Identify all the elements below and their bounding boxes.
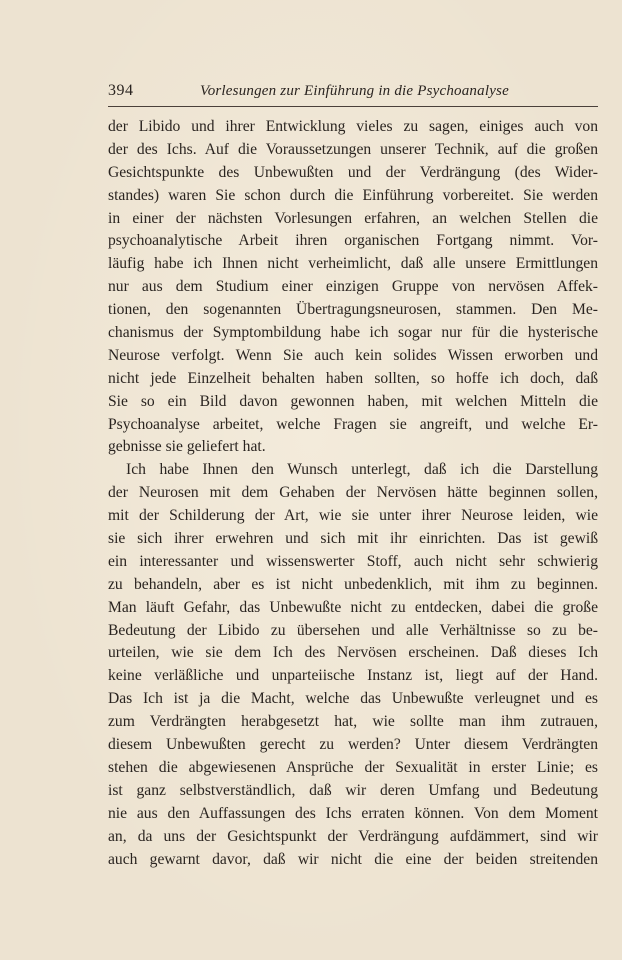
text-line: zum Verdrängten herabgesetzt hat, wie sollte man ihm zutrauen, [108,713,598,731]
text-line: in einer der nächsten Vorlesungen erfahren, an welchen Stellen die [108,209,598,227]
text-line: Das Ich ist ja die Macht, welche das Unbewußte verleugnet und es [108,690,598,708]
page-header [108,80,598,107]
text-line: sie sich ihrer erwehren und sich mit ihr einrichten. Das ist gewiß [108,530,598,548]
text-line: der des Ichs. Auf die Voraussetzungen unserer Technik, auf die großen [108,140,598,158]
text-line: Gesichtspunkte des Unbewußten und der Verdrängung (des Wider- [108,163,598,181]
text-line: nur aus dem Studium einer einzigen Gruppe von nervösen Affek- [108,278,598,296]
text-line: stehen die abgewiesenen Ansprüche der Sexualität in erster Linie; es [108,758,598,776]
text-line: auch gewarnt davor, daß wir nicht die eine der beiden streitenden [108,850,598,868]
text-line: Ich habe Ihnen den Wunsch unterlegt, daß ich die Darstellung [126,461,598,479]
text-line: psychoanalytische Arbeit ihren organischen Fortgang nimmt. Vor- [108,232,598,250]
text-line: standes) waren Sie schon durch die Einführung vorbereitet. Sie werden [108,186,598,204]
text-line: Man läuft Gefahr, das Unbewußte nicht zu entdecken, dabei die große [108,598,598,616]
text-line: ein interessanter und wissenswerter Stoff, auch nicht sehr schwierig [108,552,598,570]
text-line: nie aus den Auffassungen des Ichs erraten können. Von dem Moment [108,804,598,822]
text-line: tionen, den sogenannten Übertragungsneurosen, stammen. Den Me- [108,301,598,319]
page-number: 394 [108,82,134,99]
running-title: Vorlesungen zur Einführung in die Psychoanalyse [200,83,509,99]
text-line: gebnisse sie geliefert hat. [108,438,266,456]
text-line: Neurose verfolgt. Wenn Sie auch kein solides Wissen erworben und [108,346,598,364]
text-line: der Neurosen mit dem Gehaben der Nervösen hätte beginnen sollen, [108,484,598,502]
text-line: Psychoanalyse arbeitet, welche Fragen sie angreift, und welche Er- [108,415,598,433]
text-line: mit der Schilderung der Art, wie sie unter ihrer Neurose leiden, wie [108,507,598,525]
text-line: nicht jede Einzelheit behalten haben sollten, so hoffe ich doch, daß [108,369,598,387]
text-line: Bedeutung der Libido zu übersehen und alle Verhältnisse so zu be- [108,621,598,639]
text-line: ist ganz selbstverständlich, daß wir deren Umfang und Bedeutung [108,781,598,799]
text-line: urteilen, wie sie dem Ich des Nervösen erscheinen. Daß dieses Ich [108,644,598,662]
text-line: diesem Unbewußten gerecht zu werden? Unter diesem Verdrängten [108,736,598,754]
text-line: der Libido und ihrer Entwicklung vieles zu sagen, einiges auch von [108,118,598,135]
text-line: keine verläßliche und unparteiische Instanz ist, liegt auf der Hand. [108,667,598,685]
text-line: zu behandeln, aber es ist nicht unbedenklich, mit ihm zu beginnen. [108,575,598,593]
text-line: läufig habe ich Ihnen nicht verheimlicht, daß alle unsere Ermittlungen [108,255,598,273]
text-line: chanismus der Symptombildung habe ich sogar nur für die hysterische [108,324,598,342]
text-line: Sie so ein Bild davon gewonnen haben, mit welchen Mitteln die [108,392,598,410]
text-line: an, da uns der Gesichtspunkt der Verdrängung aufdämmert, sind wir [108,827,598,845]
body-text [108,116,598,871]
